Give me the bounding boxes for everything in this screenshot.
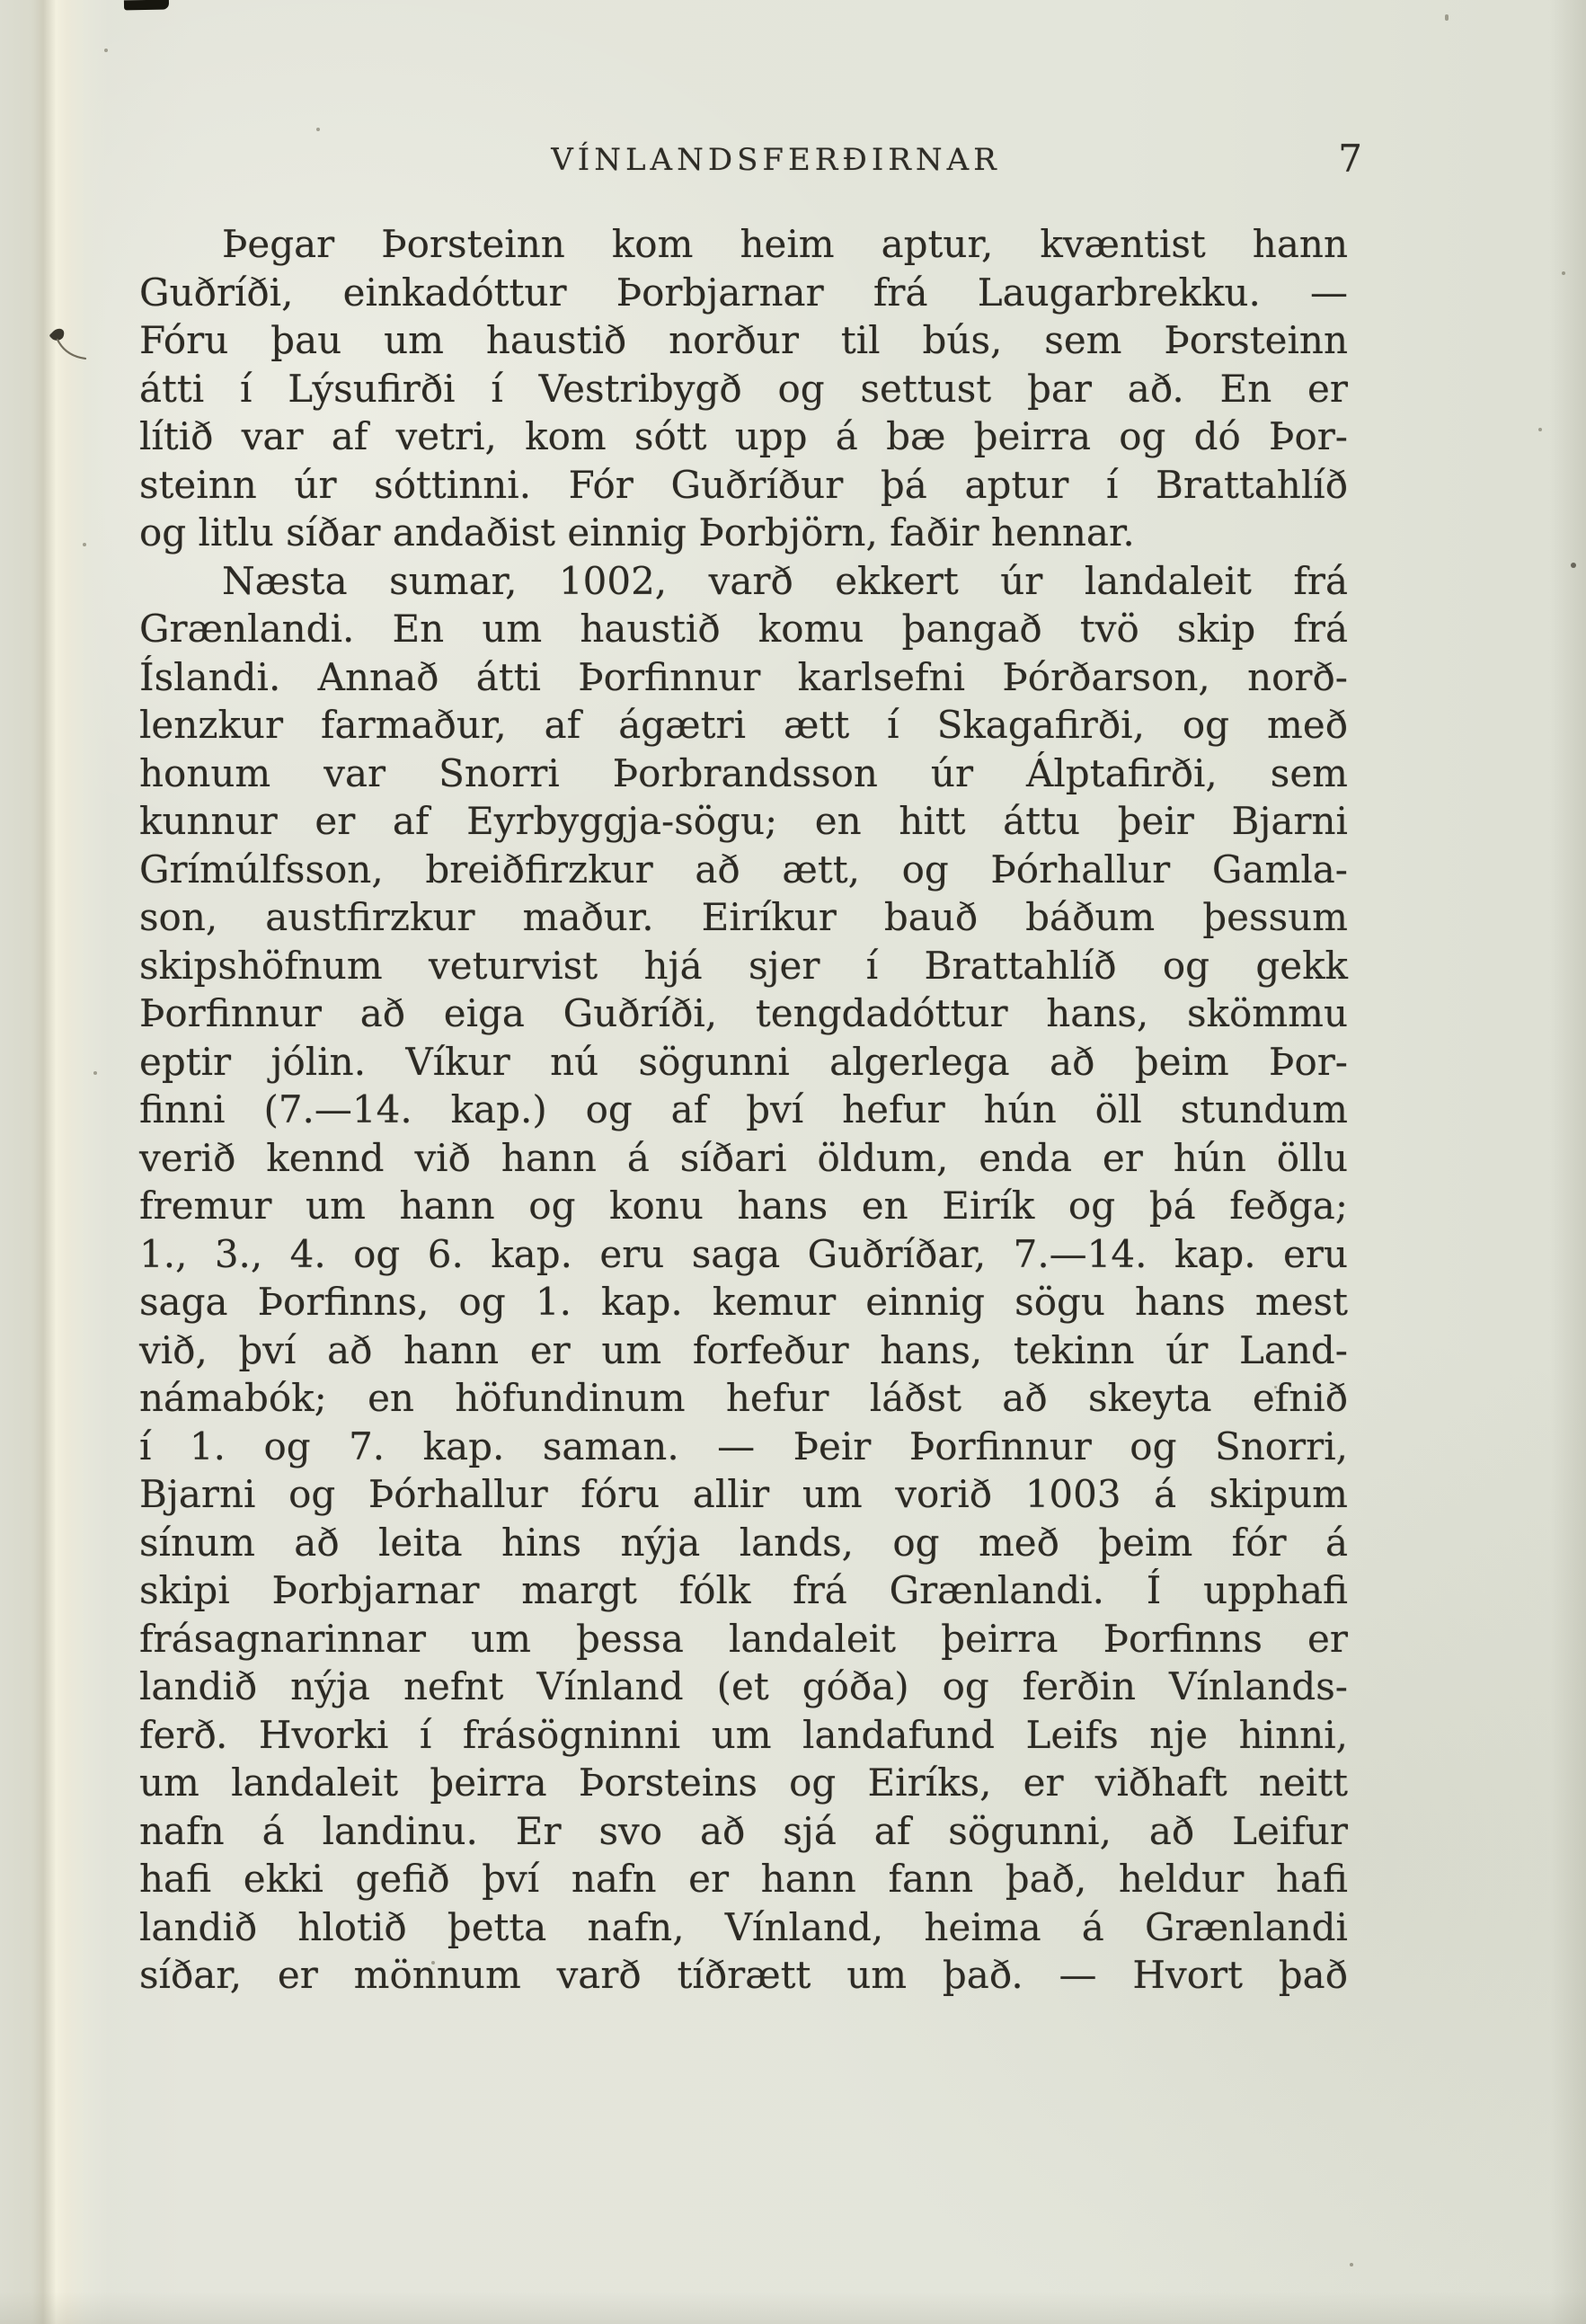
paper-speck (104, 49, 108, 52)
text-line: við, því að hann er um forfeður hans, tekinn úr Land- (139, 1327, 1348, 1372)
page-edge-shadow-bottom (0, 2292, 1586, 2324)
text-line: lítið var af vetri, kom sótt upp á bæ þeirra og dó Þor- (139, 414, 1348, 458)
text-line: eptir jólin. Víkur nú sögunni algerlega að þeim Þor- (139, 1039, 1348, 1084)
paper-speck (83, 543, 86, 546)
text-line: Fóru þau um haustið norður til bús, sem Þorsteinn (139, 318, 1348, 362)
text-line: sínum að leita hins nýja lands, og með þeim fór á (139, 1520, 1348, 1565)
text-line: Guðríði, einkadóttur Þorbjarnar frá Laugarbrekku. — (139, 270, 1348, 315)
paper-speck (1350, 2263, 1353, 2266)
ink-blot-mark (43, 325, 99, 368)
text-line: landið nýja nefnt Vínland (et góða) og ferðin Vínlands- (139, 1664, 1348, 1708)
text-line: son, austfirzkur maður. Eiríkur bauð báðum þessum (139, 895, 1348, 939)
text-line: Íslandi. Annað átti Þorfinnur karlsefni Þórðarson, norð- (139, 654, 1348, 699)
page-edge-shadow-right (1550, 0, 1586, 2324)
text-line: ferð. Hvorki í frásögninni um landafund Leifs nje hinni, (139, 1712, 1348, 1757)
paper-speck (1562, 271, 1565, 275)
text-line: Grænlandi. En um haustið komu þangað tvö skip frá (139, 607, 1348, 651)
paper-speck (316, 128, 320, 131)
text-line: átti í Lýsufirði í Vestribygð og settust þar að. En er (139, 366, 1348, 411)
text-line: 1., 3., 4. og 6. kap. eru saga Guðríðar, 7.—14. kap. eru (139, 1231, 1348, 1276)
text-line: Þorfinnur að eiga Guðríði, tengdadóttur hans, skömmu (139, 991, 1348, 1035)
text-line: Bjarni og Þórhallur fóru allir um vorið 1003 á skipum (139, 1472, 1348, 1516)
paper-speck (1445, 14, 1449, 21)
paper-speck (93, 1071, 97, 1075)
text-line: honum var Snorri Þorbrandsson úr Álptafirði, sem (139, 750, 1348, 795)
text-line: síðar, er mönnum varð tíðrætt um það. — Hvort það (139, 1953, 1348, 1997)
text-line: fremur um hann og konu hans en Eirík og þá feðga; (139, 1184, 1348, 1228)
text-line: Næsta sumar, 1002, varð ekkert úr landaleit frá (222, 558, 1348, 603)
text-line: og litlu síðar andaðist einnig Þorbjörn, faðir hennar. (139, 510, 1135, 554)
chapter-running-title: VÍNLANDSFERÐIRNAR (551, 142, 1001, 178)
text-line: nafn á landinu. Er svo að sjá af sögunni, að Leifur (139, 1808, 1348, 1853)
text-line: Grímúlfsson, breiðfirzkur að ætt, og Þórhallur Gamla- (139, 847, 1348, 891)
text-line: frásagnarinnar um þessa landaleit þeirra Þorfinns er (139, 1616, 1348, 1661)
text-line: lenzkur farmaður, af ágætri ætt í Skagafirði, og með (139, 703, 1348, 747)
paper-speck (1538, 428, 1542, 431)
page-number: 7 (1338, 137, 1362, 181)
text-line: skipi Þorbjarnar margt fólk frá Grænlandi. Í upphafi (139, 1568, 1348, 1612)
text-line: steinn úr sóttinni. Fór Guðríður þá aptur í Brattahlíð (139, 462, 1348, 507)
text-line: um landaleit þeirra Þorsteins og Eiríks, er viðhaft neitt (139, 1761, 1348, 1805)
text-line: verið kennd við hann á síðari öldum, enda er hún öllu (139, 1135, 1348, 1180)
text-line: í 1. og 7. kap. saman. — Þeir Þorfinnur og Snorri, (139, 1424, 1348, 1468)
text-line: námabók; en höfundinum hefur láðst að skeyta efnið (139, 1376, 1348, 1420)
text-line: landið hlotið þetta nafn, Vínland, heima á Grænlandi (139, 1904, 1348, 1949)
text-line: hafi ekki gefið því nafn er hann fann það, heldur hafi (139, 1857, 1348, 1901)
scan-artifact-top-mark (124, 0, 169, 10)
text-line: kunnur er af Eyrbyggja-sögu; en hitt áttu þeir Bjarni (139, 799, 1348, 843)
text-line: saga Þorfinns, og 1. kap. kemur einnig sögu hans mest (139, 1280, 1348, 1324)
body-text (139, 220, 1348, 2000)
text-line: Þegar Þorsteinn kom heim aptur, kvæntist hann (222, 222, 1348, 266)
text-line: finni (7.—14. kap.) og af því hefur hún öll stundum (139, 1087, 1348, 1131)
paper-speck (1571, 563, 1576, 568)
page-header (139, 137, 1362, 182)
text-line: skipshöfnum veturvist hjá sjer í Brattahlíð og gekk (139, 943, 1348, 988)
